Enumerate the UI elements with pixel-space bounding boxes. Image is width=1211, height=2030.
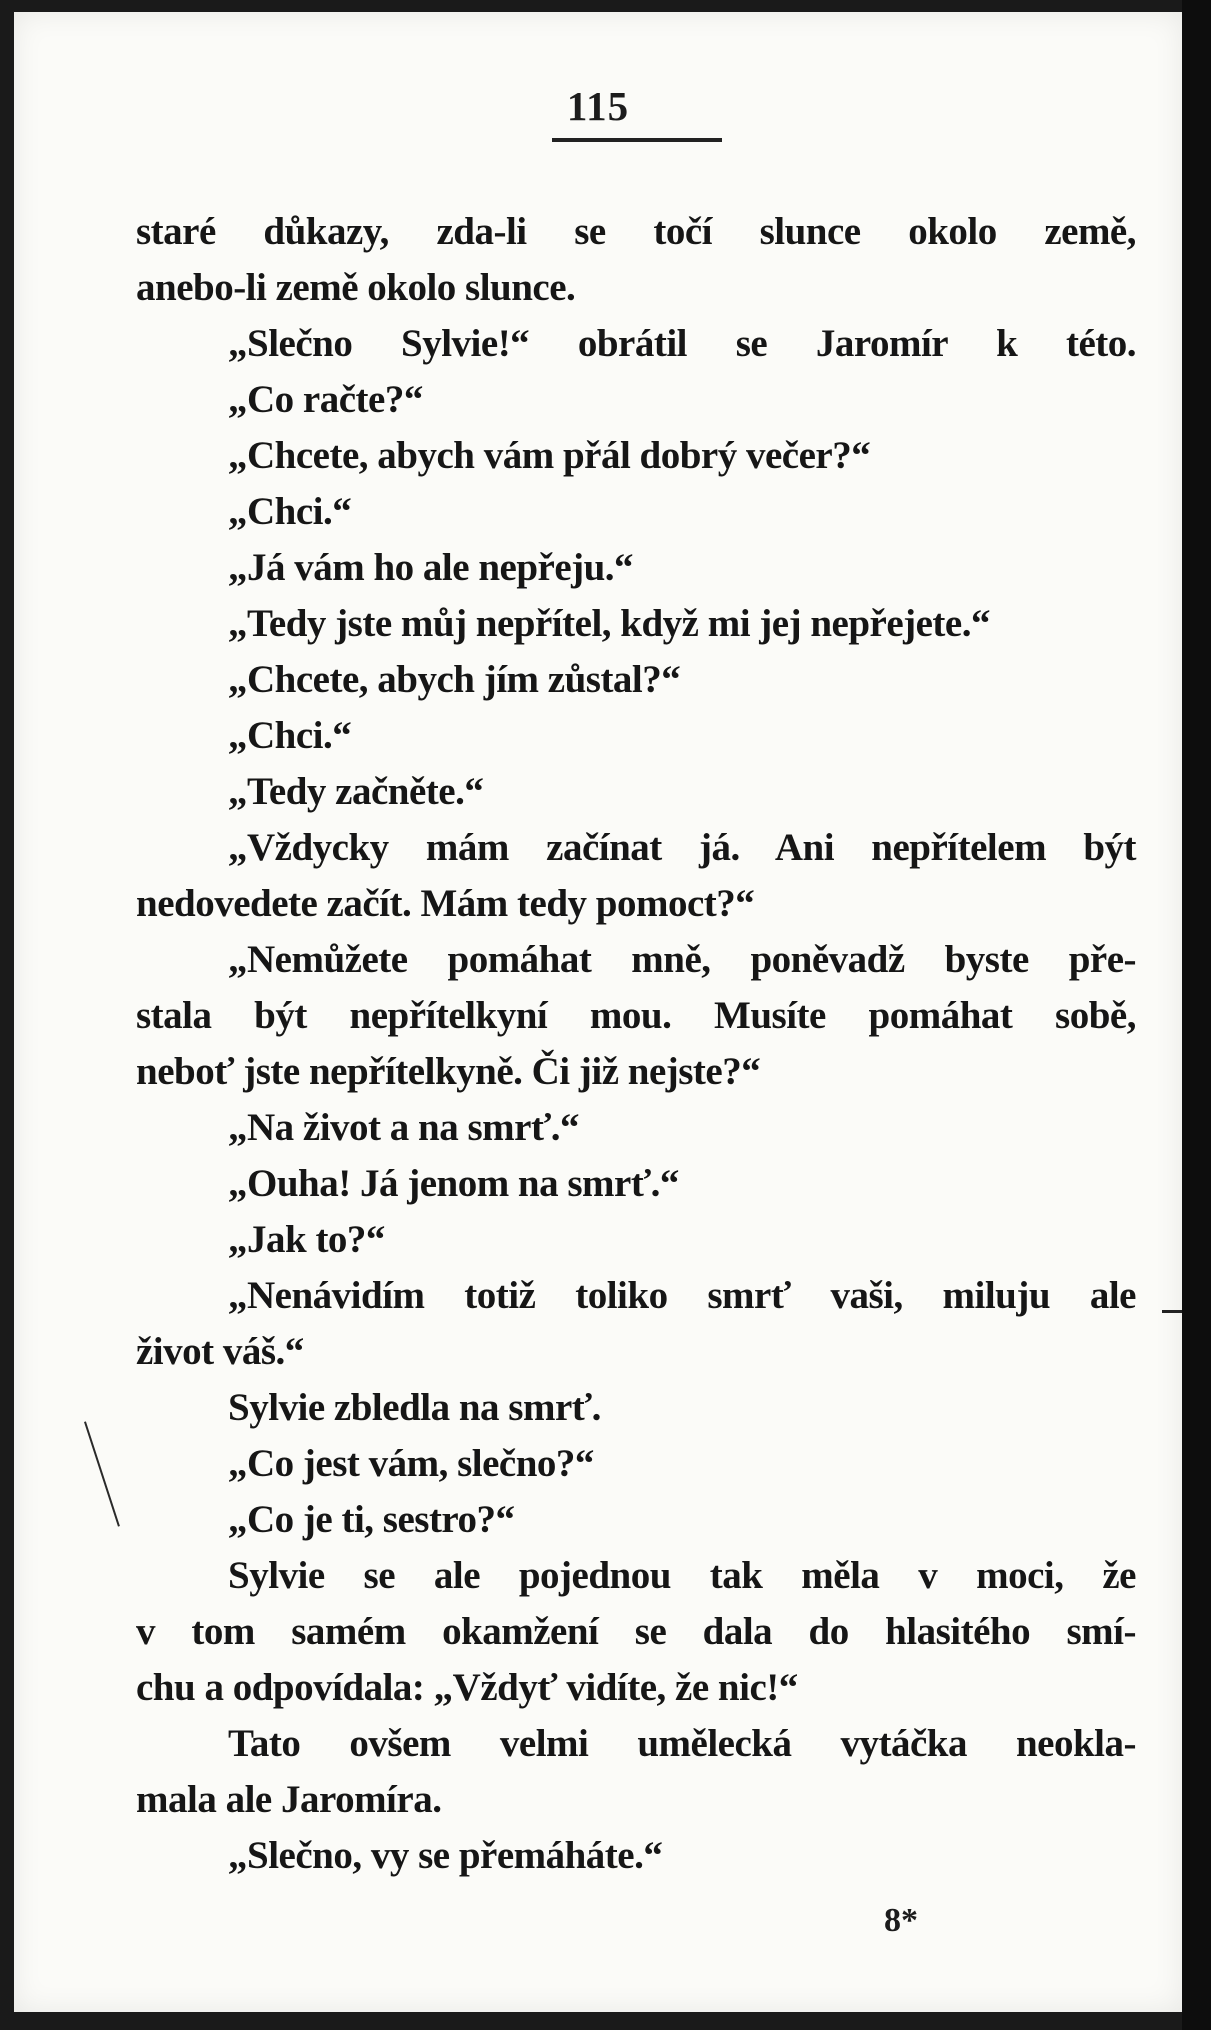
page-number: 115 [566,83,630,129]
book-page [14,12,1182,2012]
text-line: „Jak to?“ [228,1218,385,1261]
text-line: v tom samém okamžení se dala do hlasitého smí- [136,1610,1136,1653]
text-line: neboť jste nepřítelkyně. Či již nejste?“ [136,1050,761,1093]
text-line: „Co račte?“ [228,378,423,421]
header-rule [552,138,722,142]
text-line: „Slečno Sylvie!“ obrátil se Jaromír k této. [228,322,1136,365]
text-line: „Vždycky mám začínat já. Ani nepřítelem být [228,826,1136,869]
text-line: anebo-li země okolo slunce. [136,266,576,309]
signature-mark: 8* [884,1902,918,1939]
text-line: Sylvie zbledla na smrť. [228,1386,601,1429]
text-line: „Nenávidím totiž toliko smrť vaši, miluju ale [228,1274,1136,1317]
text-line: „Ouha! Já jenom na smrť.“ [228,1162,679,1205]
body-text [136,204,1136,1884]
text-line: chu a odpovídala: „Vždyť vidíte, že nic!“ [136,1666,798,1709]
text-line: Sylvie se ale pojednou tak měla v moci, že [228,1554,1136,1597]
text-line: „Chci.“ [228,714,352,757]
text-line: „Tedy začněte.“ [228,770,484,813]
text-line: „Chci.“ [228,490,352,533]
text-line: „Slečno, vy se přemáháte.“ [228,1834,663,1877]
text-line: „Já vám ho ale nepřeju.“ [228,546,634,589]
text-line: stala být nepřítelkyní mou. Musíte pomáhat sobě, [136,994,1136,1037]
margin-stroke [84,1421,120,1526]
text-line: „Chcete, abych jím zůstal?“ [228,658,681,701]
margin-dash [1162,1310,1184,1313]
text-line: „Nemůžete pomáhat mně, poněvadž byste pře- [228,938,1136,981]
text-line: život váš.“ [136,1330,304,1373]
scan-edge [1182,0,1211,2030]
text-line: „Tedy jste můj nepřítel, když mi jej nepřejete.“ [228,602,990,645]
text-line: mala ale Jaromíra. [136,1778,442,1821]
text-line: nedovedete začít. Mám tedy pomoct?“ [136,882,755,925]
text-line: „Co jest vám, slečno?“ [228,1442,594,1485]
text-line: „Chcete, abych vám přál dobrý večer?“ [228,434,871,477]
text-line: staré důkazy, zda-li se točí slunce okolo země, [136,210,1136,253]
text-line: „Co je ti, sestro?“ [228,1498,515,1541]
text-line: „Na život a na smrť.“ [228,1106,580,1149]
text-line: Tato ovšem velmi umělecká vytáčka neokla- [228,1722,1136,1765]
